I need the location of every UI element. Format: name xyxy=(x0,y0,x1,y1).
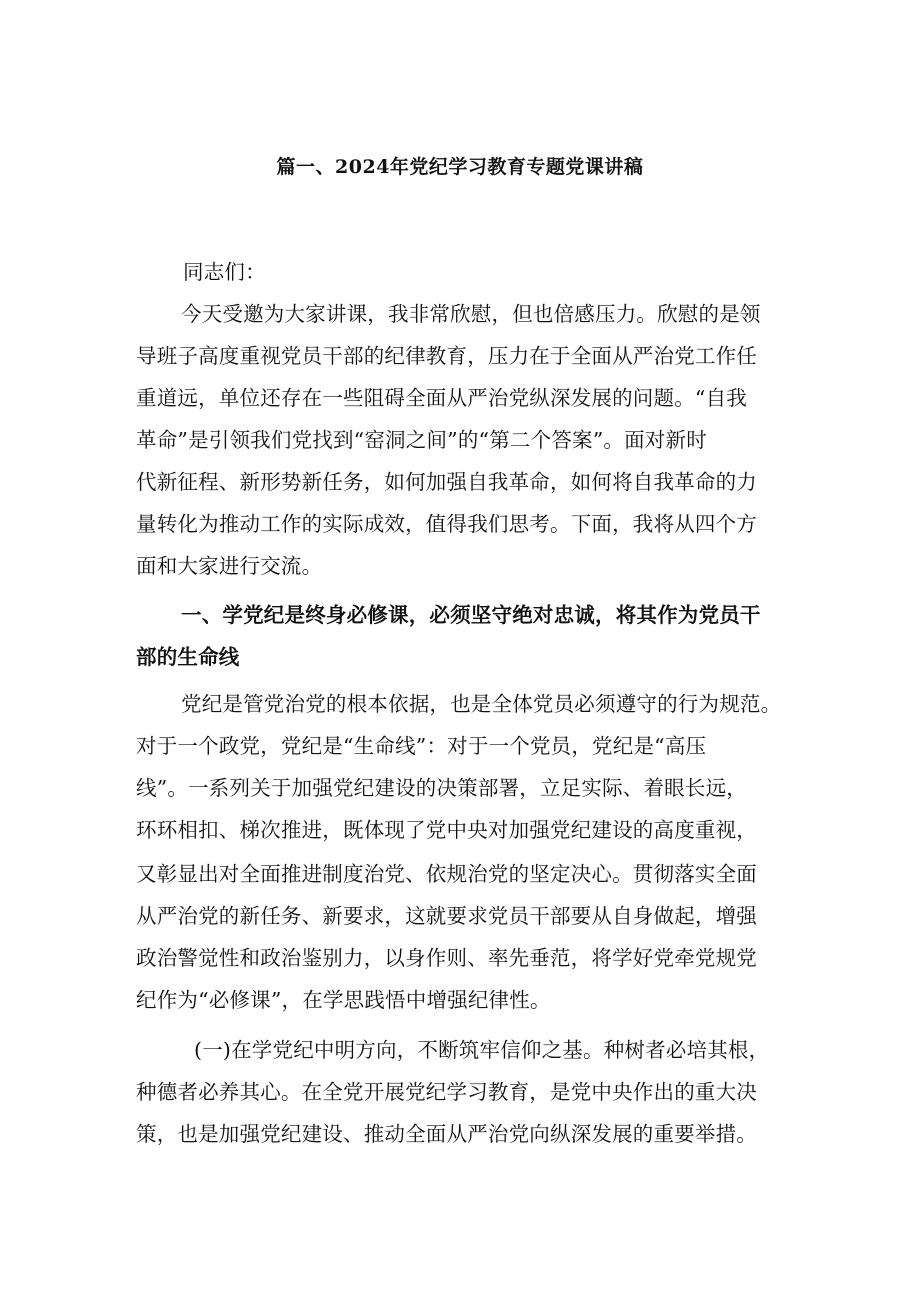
body-line: 党纪是管党治党的根本依据，也是全体党员必须遵守的行为规范。 xyxy=(181,692,782,716)
intro-line: 量转化为推动工作的实际成效，值得我们思考。下面，我将从四个方 xyxy=(136,512,757,536)
intro-line: 代新征程、新形势新任务，如何加强自我革命，如何将自我革命的力 xyxy=(136,470,757,494)
body-line: 政治警觉性和政治鉴别力，以身作则、率先垂范，将学好党牵党规党 xyxy=(136,946,757,970)
subsection-line: (一)在学党纪中明方向，不断筑牢信仰之基。种树者必培其根， xyxy=(194,1038,770,1062)
body-line: 对于一个政党，党纪是“生命线”：对于一个党员，党纪是“高压 xyxy=(136,734,707,758)
body-line: 又彰显出对全面推进制度治党、依规治党的坚定决心。贯彻落实全面 xyxy=(136,862,757,886)
subsection-line: 种德者必养其心。在全党开展党纪学习教育，是党中央作出的重大决 xyxy=(136,1080,757,1104)
body-line: 环环相扣、梯次推进，既体现了党中央对加强党纪建设的高度重视， xyxy=(136,818,757,842)
intro-line: 重道远，单位还存在一些阻碍全面从严治党纵深发展的问题。“自我 xyxy=(136,386,747,410)
intro-line: 今天受邀为大家讲课，我非常欣慰，但也倍感压力。欣慰的是领 xyxy=(181,302,761,326)
document-title: 篇一、2024年党纪学习教育专题党课讲稿 xyxy=(276,156,644,178)
subsection-line: 策，也是加强党纪建设、推动全面从严治党向纵深发展的重要举措。 xyxy=(136,1122,757,1146)
body-line: 线”。一系列关于加强党纪建设的决策部署，立足实际、着眼长远， xyxy=(136,776,747,800)
body-line: 从严治党的新任务、新要求，这就要求党员干部要从自身做起，增强 xyxy=(136,904,757,928)
section-heading-line: 部的生命线 xyxy=(136,645,240,669)
intro-line: 革命”是引领我们党找到“窑洞之间”的“第二个答案”。面对新时 xyxy=(136,428,707,452)
section-heading-line: 一、学党纪是终身必修课，必须坚守绝对忠诚，将其作为党员干 xyxy=(181,603,761,627)
intro-line: 导班子高度重视党员干部的纪律教育，压力在于全面从严治党工作任 xyxy=(136,344,757,368)
intro-line: 面和大家进行交流。 xyxy=(136,554,323,578)
greeting: 同志们： xyxy=(183,260,266,284)
body-line: 纪作为“必修课”，在学思践悟中增强纪律性。 xyxy=(136,988,551,1012)
